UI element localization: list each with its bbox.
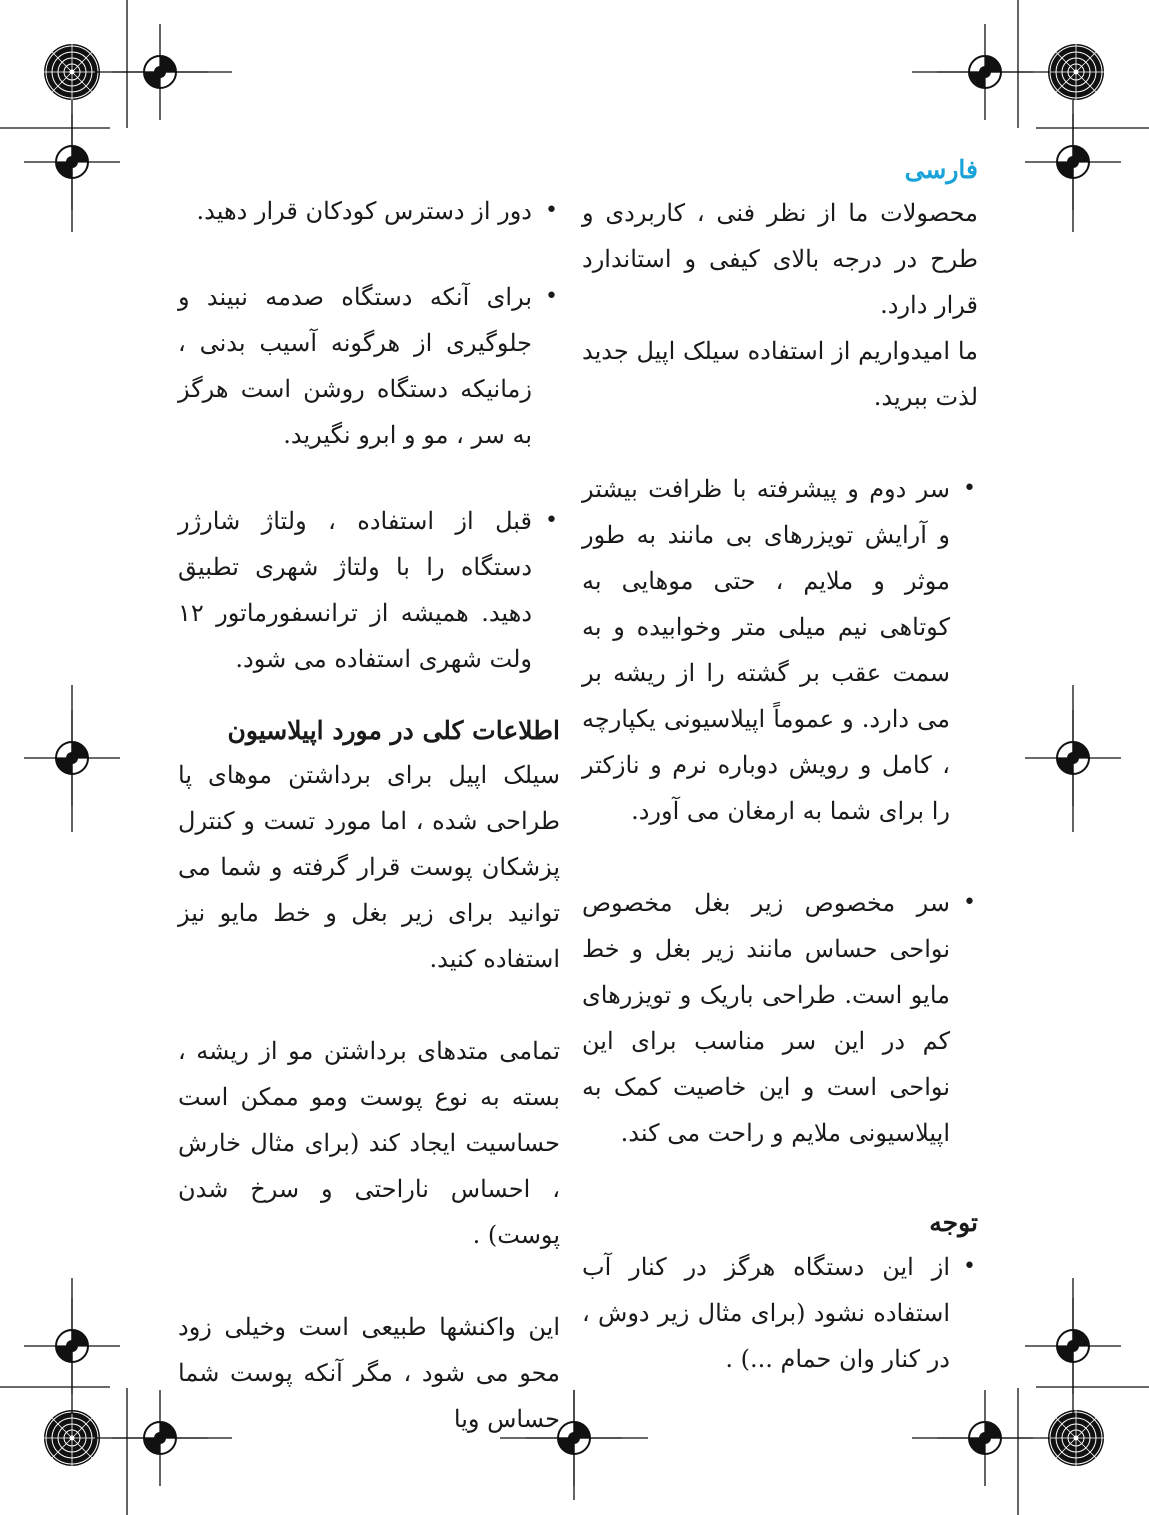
intro-paragraph-1: محصولات ما از نظر فنی ، کاربردی و طرح در درجه بالای کیفی و استاندارد قرار دارد.: [582, 199, 978, 319]
right-column: [582, 150, 978, 1382]
features-list: [582, 466, 978, 834]
warning-item: • قبل از استفاده ، ولتاژ شارژر دستگاه را با ولتاژ شهری تطبیق دهید. همیشه از ترانسفورماتور ۱۲ ولت شهری استفاده می شود.: [178, 498, 560, 682]
feature-item: • سر مخصوص زیر بغل مخصوص نواحی حساس مانند زیر بغل و خط مایو است. طراحی باریک و تویزرهای کم در این سر مناسب برای این نواحی است و این خاصیت کمک به اپیلاسیونی ملایم و راحت می کند.: [582, 880, 978, 1156]
note-list: [582, 1244, 978, 1382]
intro-paragraph-2: ما امیدواریم از استفاده سیلک اپیل جدید لذت ببرید.: [582, 337, 978, 411]
features-list-2: [582, 880, 978, 1156]
warning-item: • برای آنکه دستگاه صدمه نبیند و جلوگیری از هرگونه آسیب بدنی ، زمانیکه دستگاه روشن است هرگز به سر ، مو و ابرو نگیرید.: [178, 274, 560, 458]
general-info-heading: اطلاعات کلی در مورد اپیلاسیون: [227, 716, 560, 745]
feature-item: • سر دوم و پیشرفته با ظرافت بیشتر و آرایش تویزرهای بی مانند به طور موثر و ملایم ، حتی موهایی به کوتاهی نیم میلی متر وخوابیده و به سمت عقب بر گشته را از ریشه بر می دارد. و عموماً اپیلاسیونی یکپارچه ، کامل و رویش دوباره نرم و نازکتر را برای شما به ارمغان می آورد.: [582, 466, 978, 834]
language-label: فارسی: [904, 155, 978, 184]
general-info-paragraph: تمامی متدهای برداشتن مو از ریشه ، بسته به نوع پوست ومو ممکن است حساسیت ایجاد کند (برای مثال خارش ، احساس ناراحتی و سرخ شدن پوست) .: [178, 1037, 560, 1249]
warnings-list: [178, 188, 560, 682]
note-heading: توجه: [929, 1208, 978, 1237]
note-item: • از این دستگاه هرگز در کنار آب استفاده نشود (برای مثال زیر دوش ، در کنار وان حمام ...) .: [582, 1244, 978, 1382]
general-info-paragraph: این واکنشها طبیعی است وخیلی زود محو می شود ، مگر آنکه پوست شما حساس ویا: [178, 1313, 560, 1433]
general-info-paragraph: سیلک اپیل برای برداشتن موهای پا طراحی شده ، اما مورد تست و کنترل پزشکان پوست قرار گرفته و شما می توانید برای زیر بغل و خط مایو نیز استفاده کنید.: [178, 761, 560, 973]
left-column: [178, 188, 560, 1442]
warning-item: • دور از دسترس کودکان قرار دهید.: [178, 188, 560, 234]
